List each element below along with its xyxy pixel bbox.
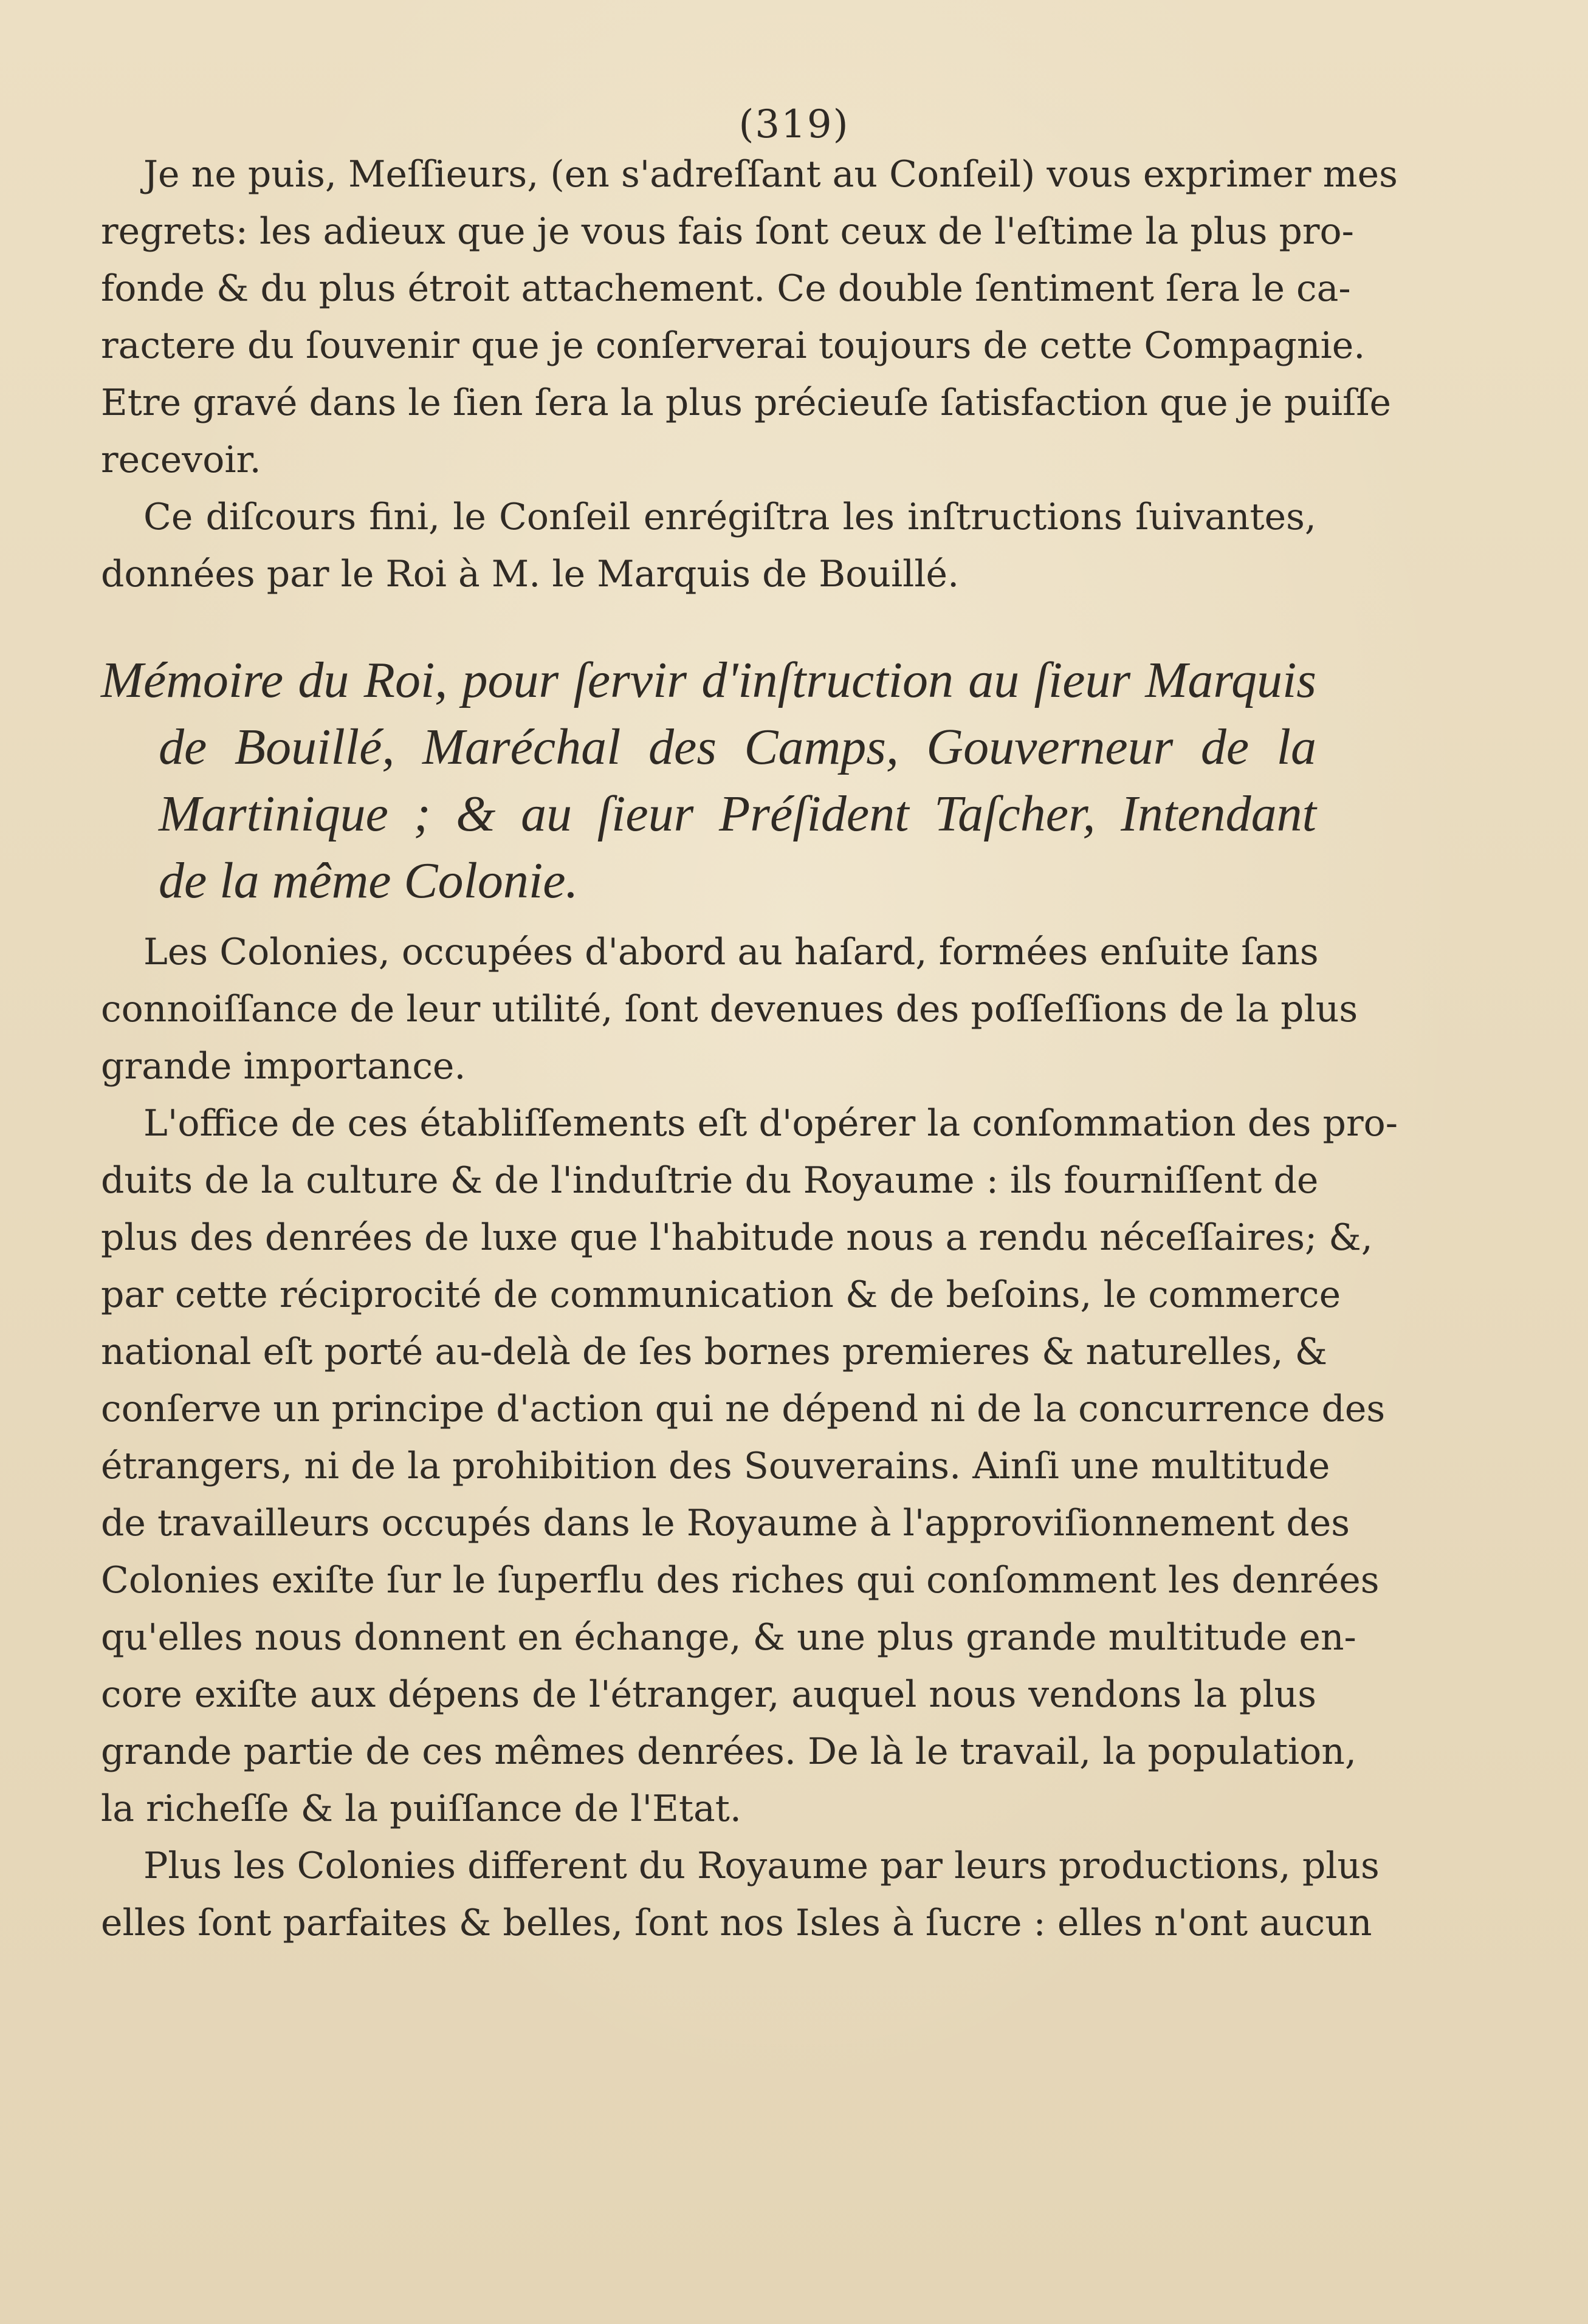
heading-line: Martinique ; & au ſieur Préſident Taſcher, Intendant [159, 786, 1316, 842]
text-line: regrets: les adieux que je vous fais ſont ceux de l'eſtime la plus pro- [101, 210, 1354, 253]
text-line: L'office de ces établiſſements eſt d'opérer la conſommation des pro- [143, 1102, 1398, 1145]
text-line: étrangers, ni de la prohibition des Souverains. Ainſi une multitude [101, 1445, 1330, 1487]
text-line: core exiſte aux dépens de l'étranger, auquel nous vendons la plus [101, 1673, 1316, 1716]
text-line: national eſt porté au-delà de ſes bornes premieres & naturelles, & [101, 1331, 1328, 1373]
text-line: grande partie de ces mêmes denrées. De là le travail, la population, [101, 1730, 1357, 1773]
text-line: connoiſſance de leur utilité, ſont devenues des poſſeſſions de la plus [101, 988, 1358, 1030]
heading-line: de Bouillé, Maréchal des Camps, Gouverneur de la [159, 719, 1316, 775]
page-number: (319) [738, 102, 850, 147]
opening-text [101, 146, 1398, 603]
text-line: la richeſſe & la puiſſance de l'Etat. [101, 1788, 741, 1830]
text-line: Colonies exiſte ſur le ſuperflu des riches qui conſomment les denrées [101, 1559, 1380, 1602]
text-line: plus des denrées de luxe que l'habitude nous a rendu néceſſaires; &, [101, 1216, 1373, 1259]
text-line: conſerve un principe d'action qui ne dépend ni de la concurrence des [101, 1388, 1386, 1430]
text-line: fonde & du plus étroit attachement. Ce double ſentiment ſera le ca- [101, 267, 1351, 310]
text-line: qu'elles nous donnent en échange, & une plus grande multitude en- [101, 1616, 1356, 1659]
memoir-heading [101, 647, 1316, 914]
text-line: données par le Roi à M. le Marquis de Bouillé. [101, 553, 960, 595]
memoir-body [101, 924, 1398, 1952]
heading-line: de la même Colonie. [159, 852, 579, 909]
text-line: Etre gravé dans le ſien ſera la plus précieuſe ſatisfaction que je puiſſe [101, 382, 1392, 424]
text-line: recevoir. [101, 439, 261, 481]
text-line: grande importance. [101, 1045, 466, 1088]
text-line: Les Colonies, occupées d'abord au haſard, formées enſuite ſans [143, 931, 1319, 973]
text-line: Plus les Colonies different du Royaume par leurs productions, plus [143, 1845, 1380, 1887]
text-line: elles ſont parfaites & belles, ſont nos Isles à ſucre : elles n'ont aucun [101, 1902, 1372, 1944]
text-line: duits de la culture & de l'induſtrie du Royaume : ils fourniſſent de [101, 1159, 1319, 1202]
heading-line: Mémoire du Roi, pour ſervir d'inſtruction au ſieur Marquis [101, 652, 1316, 708]
text-line: ractere du ſouvenir que je conſerverai toujours de cette Compagnie. [101, 324, 1366, 367]
text-line: par cette réciprocité de communication & de beſoins, le commerce [101, 1273, 1341, 1316]
text-line: Je ne puis, Meſſieurs, (en s'adreſſant au Conſeil) vous exprimer mes [143, 153, 1398, 196]
text-line: de travailleurs occupés dans le Royaume à l'approviſionnement des [101, 1502, 1350, 1544]
text-line: Ce diſcours fini, le Conſeil enrégiſtra les inſtructions ſuivantes, [143, 496, 1316, 538]
